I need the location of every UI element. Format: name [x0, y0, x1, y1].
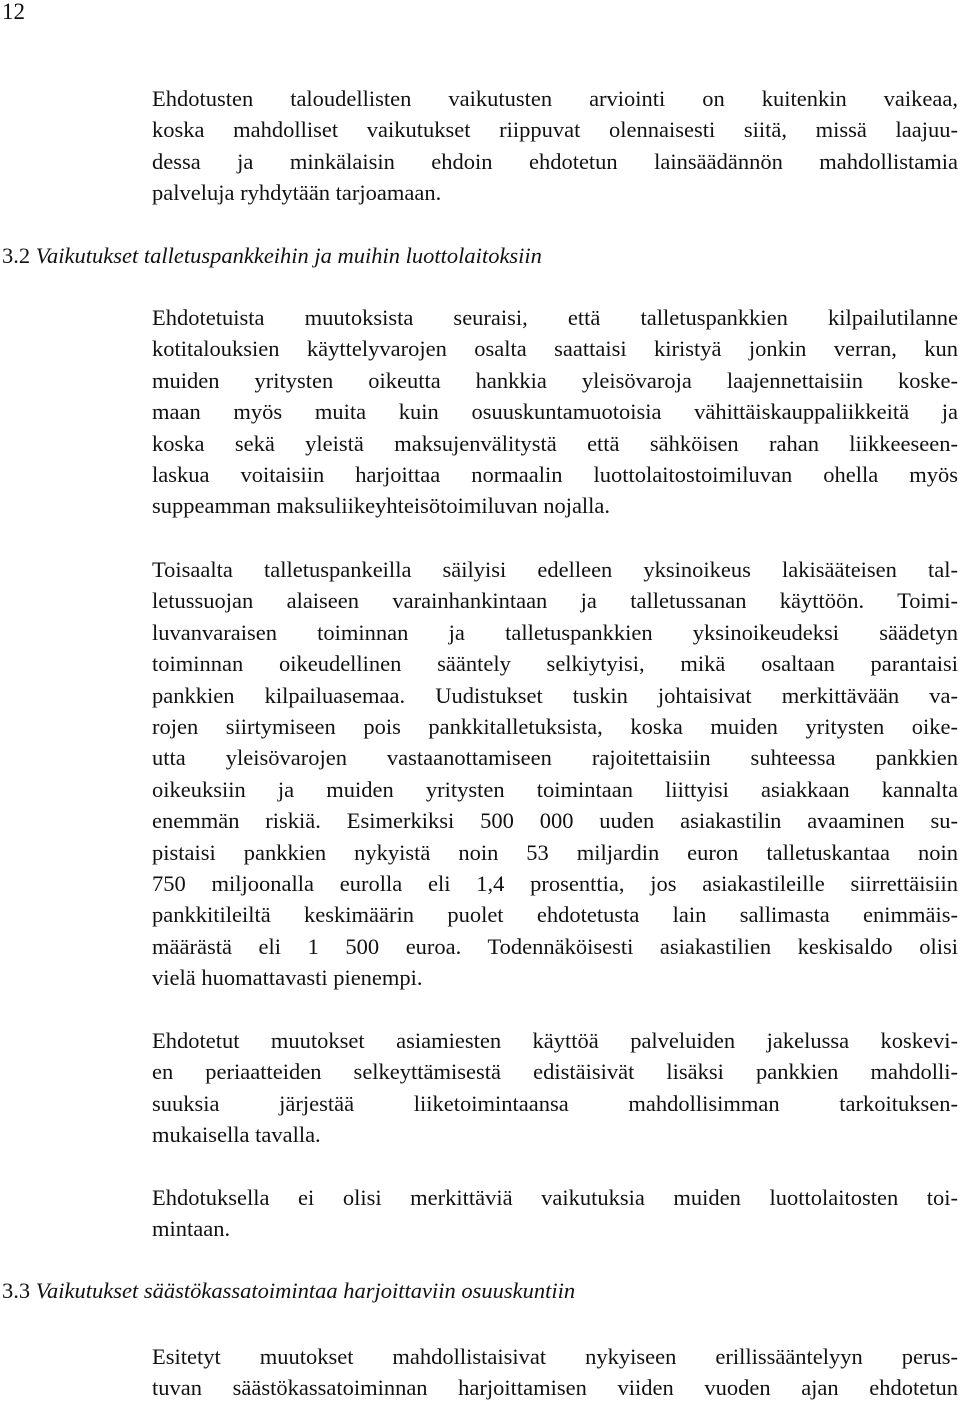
- text-line: mukaisella tavalla.: [152, 1122, 321, 1148]
- section-3-2-paragraph-4: [152, 1182, 958, 1245]
- section-title: Vaikutukset säästökassatoimintaa harjoittaviin osuuskuntiin: [35, 1278, 576, 1303]
- section-heading-3-3: [2, 1276, 575, 1306]
- text-line: määrästä eli 1 500 euroa. Todennäköisesti asiakastilien keskisaldo olisi: [152, 933, 958, 959]
- text-line: tuvan säästökassatoiminnan harjoittamisen viiden vuoden ajan ehdotetun: [152, 1375, 958, 1401]
- text-line: letussuojan alaiseen varainhankintaan ja talletussanan käyttöön. Toimi-: [152, 588, 958, 614]
- text-line: koska mahdolliset vaikutukset riippuvat olennaisesti siitä, missä laajuu-: [152, 117, 958, 143]
- text-line: Ehdotetuista muutoksista seuraisi, että talletuspankkien kilpailutilanne: [152, 305, 958, 330]
- section-3-2-paragraph-1: [152, 302, 958, 522]
- text-line: Toisaalta talletuspankeilla säilyisi edelleen yksinoikeus lakisääteisen tal-: [152, 557, 958, 582]
- text-line: maan myös muita kuin osuuskuntamuotoisia vähittäiskauppaliikkeitä ja: [152, 399, 958, 425]
- text-line: suppeamman maksuliikeyhteisötoimiluvan nojalla.: [152, 493, 611, 519]
- text-line: Ehdotuksella ei olisi merkittäviä vaikutuksia muiden luottolaitosten toi-: [152, 1185, 958, 1210]
- text-line: pankkien kilpailuasemaa. Uudistukset tuskin johtaisivat merkittävään va-: [152, 682, 958, 708]
- text-line: mintaan.: [152, 1216, 231, 1242]
- text-line: dessa ja minkälaisin ehdoin ehdotetun lainsäädännön mahdollistamia: [152, 148, 958, 174]
- text-line: suuksia järjestää liiketoimintaansa mahdollisimman tarkoituksen-: [152, 1090, 958, 1116]
- text-line: palveluja ryhdytään tarjoamaan.: [152, 180, 442, 206]
- section-number: 3.3: [2, 1278, 31, 1303]
- text-line: Esitetyt muutokset mahdollistaisivat nykyiseen erillissääntelyyn perus-: [152, 1344, 958, 1369]
- section-heading-3-2: [2, 241, 542, 271]
- text-line: pankkitileiltä keskimäärin puolet ehdotetusta lain sallimasta enimmäis-: [152, 902, 958, 928]
- text-line: oikeuksiin ja muiden yritysten toimintaan liittyisi asiakkaan kannalta: [152, 776, 958, 802]
- section-title: Vaikutukset talletuspankkeihin ja muihin luottolaitoksiin: [35, 243, 542, 268]
- text-line: 750 miljoonalla eurolla eli 1,4 prosenttia, jos asiakastileille siirrettäisiin: [152, 871, 958, 897]
- text-line: rojen siirtymiseen pois pankkitalletuksista, koska muiden yritysten oike-: [152, 714, 958, 740]
- text-line: Ehdotusten taloudellisten vaikutusten arviointi on kuitenkin vaikeaa,: [152, 86, 958, 111]
- text-line: toiminnan oikeudellinen sääntely selkiytyisi, mikä osaltaan parantaisi: [152, 651, 958, 677]
- text-line: kotitalouksien käyttelyvarojen osalta saattaisi kiristyä jonkin verran, kun: [152, 336, 958, 362]
- text-line: utta yleisövarojen vastaanottamiseen rajoitettaisiin suhteessa pankkien: [152, 745, 958, 771]
- text-line: koska sekä yleistä maksujenvälitystä että sähköisen rahan liikkeeseen-: [152, 430, 958, 456]
- text-line: luvanvaraisen toiminnan ja talletuspankkien yksinoikeudeksi säädetyn: [152, 619, 958, 645]
- section-3-3-paragraph-1: [152, 1341, 958, 1404]
- page-number: 12: [2, 0, 25, 24]
- text-line: vielä huomattavasti pienempi.: [152, 965, 423, 991]
- section-number: 3.2: [2, 243, 31, 268]
- text-line: en periaatteiden selkeyttämisestä edistäisivät lisäksi pankkien mahdolli-: [152, 1059, 958, 1085]
- section-3-2-paragraph-2: [152, 554, 958, 994]
- text-line: muiden yritysten oikeutta hankkia yleisövaroja laajennettaisiin koske-: [152, 367, 958, 393]
- intro-paragraph: [152, 83, 958, 209]
- text-line: enemmän riskiä. Esimerkiksi 500 000 uuden asiakastilin avaaminen su-: [152, 808, 958, 834]
- text-line: Ehdotetut muutokset asiamiesten käyttöä palveluiden jakelussa koskevi-: [152, 1028, 958, 1053]
- text-line: pistaisi pankkien nykyistä noin 53 miljardin euron talletuskantaa noin: [152, 839, 958, 865]
- section-3-2-paragraph-3: [152, 1025, 958, 1151]
- text-line: laskua voitaisiin harjoittaa normaalin luottolaitostoimiluvan ohella myös: [152, 462, 958, 488]
